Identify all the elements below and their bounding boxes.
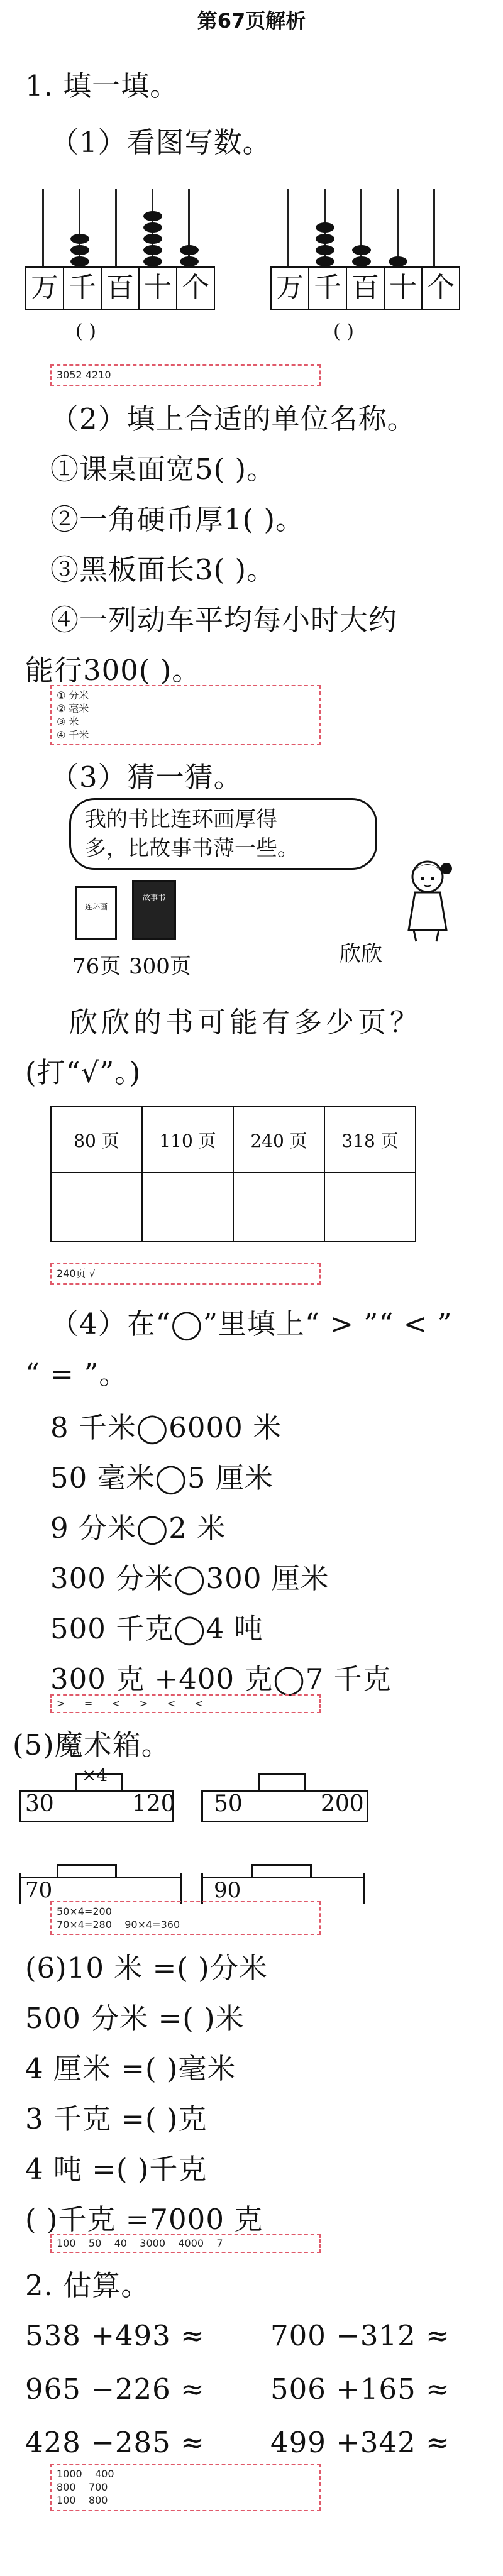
box-input: 90 bbox=[214, 1878, 241, 1903]
answer-text: > = < > < < bbox=[57, 1697, 204, 1709]
answer-text: 100 800 bbox=[57, 2494, 108, 2506]
place-label: 万 bbox=[272, 268, 309, 309]
part-5-label: (5)魔术箱。 bbox=[13, 1728, 170, 1762]
magic-box-3 bbox=[19, 1860, 182, 1904]
answer-text: 70×4=280 90×4=360 bbox=[57, 1919, 180, 1931]
abacus-rod bbox=[79, 189, 80, 267]
book-label: 故事书 bbox=[142, 893, 165, 902]
girl-illustration bbox=[402, 855, 459, 943]
part-4-label: （4）在“◯”里填上“ > ”“ < ” bbox=[50, 1307, 453, 1340]
abacus-rod bbox=[360, 189, 362, 267]
abacus-bead bbox=[316, 234, 334, 244]
guess-instruction: (打“√”。) bbox=[25, 1056, 141, 1089]
option-cell: 240 页 bbox=[233, 1107, 324, 1173]
page-title: 第67页解析 bbox=[197, 9, 306, 33]
abacus-rod bbox=[433, 189, 435, 267]
magic-box-4 bbox=[201, 1860, 365, 1904]
place-label: 个 bbox=[182, 271, 209, 304]
abacus-left bbox=[25, 176, 233, 308]
abacus-bead bbox=[352, 256, 371, 266]
abacus-bead bbox=[143, 234, 162, 244]
abacus-bead bbox=[143, 222, 162, 233]
answer-text: 100 50 40 3000 4000 7 bbox=[57, 2237, 223, 2249]
abacus-bead bbox=[316, 245, 334, 255]
place-label: 个 bbox=[427, 271, 455, 304]
answer-text: ① 分米 bbox=[57, 689, 89, 701]
answer-box bbox=[50, 1263, 321, 1285]
convert-item: ( )千克 =7000 克 bbox=[25, 2203, 263, 2236]
answer-box bbox=[50, 685, 321, 745]
question-1-heading: 1. 填一填。 bbox=[25, 69, 179, 102]
answer-box bbox=[50, 1694, 321, 1713]
estimate-item: 506 +165 ≈ bbox=[270, 2372, 450, 2406]
option-cell: 110 页 bbox=[142, 1107, 233, 1173]
tick-cell[interactable] bbox=[233, 1173, 324, 1242]
answer-blank-left: ( ) bbox=[75, 321, 96, 343]
box-input: 70 bbox=[25, 1878, 53, 1903]
place-label: 百 bbox=[347, 268, 385, 309]
box-input: 30 bbox=[25, 1791, 54, 1817]
abacus-rod bbox=[42, 189, 44, 267]
abacus-bead bbox=[180, 256, 199, 266]
place-label: 千 bbox=[64, 268, 102, 309]
abacus-rod bbox=[287, 189, 289, 267]
place-label: 十 bbox=[385, 268, 423, 309]
question-2-heading: 2. 估算。 bbox=[25, 2269, 150, 2302]
unit-item: ①课桌面宽5( )。 bbox=[50, 452, 276, 486]
abacus-rod bbox=[115, 189, 117, 267]
page-options-table bbox=[50, 1106, 416, 1242]
compare-item: 50 毫米◯5 厘米 bbox=[50, 1461, 274, 1494]
abacus-bead bbox=[70, 256, 89, 266]
option-cell: 318 页 bbox=[324, 1107, 416, 1173]
speech-bubble bbox=[69, 798, 377, 870]
abacus-bead bbox=[143, 256, 162, 266]
magic-box-2 bbox=[201, 1772, 365, 1822]
girl-name: 欣欣 bbox=[340, 941, 382, 967]
compare-item: 300 分米◯300 厘米 bbox=[50, 1562, 329, 1595]
magic-box-1 bbox=[19, 1765, 175, 1822]
abacus-bead bbox=[316, 256, 334, 266]
guess-question: 欣欣的书可能有多少页？ bbox=[69, 1006, 423, 1039]
estimate-item: 538 +493 ≈ bbox=[25, 2319, 205, 2352]
abacus-right bbox=[270, 176, 478, 308]
abacus-bead bbox=[143, 245, 162, 255]
box-input: 50 bbox=[214, 1791, 243, 1817]
place-label: 千 bbox=[309, 268, 347, 309]
box-output: 120 bbox=[132, 1791, 175, 1817]
tick-cell[interactable] bbox=[142, 1173, 233, 1242]
story-pages: 300页 bbox=[129, 954, 191, 979]
unit-item-continuation: 能行300( )。 bbox=[25, 654, 201, 687]
part-3-label: （3）猜一猜。 bbox=[50, 760, 243, 794]
unit-item: ②一角硬币厚1( )。 bbox=[50, 503, 305, 536]
comic-pages: 76页 bbox=[72, 954, 121, 979]
bubble-text: 我的书比连环画厚得 bbox=[85, 807, 277, 832]
estimate-item: 965 −226 ≈ bbox=[25, 2372, 205, 2406]
answer-text: 800 700 bbox=[57, 2481, 108, 2493]
tick-cell[interactable] bbox=[51, 1173, 142, 1242]
estimate-item: 499 +342 ≈ bbox=[270, 2426, 450, 2459]
abacus-rod bbox=[397, 189, 399, 267]
answer-text: ④ 千米 bbox=[57, 729, 89, 741]
convert-item: 4 吨 =( )千克 bbox=[25, 2152, 207, 2186]
convert-item: 500 分米 =( )米 bbox=[25, 2002, 245, 2035]
place-label: 万 bbox=[26, 268, 64, 309]
abacus-rod bbox=[188, 189, 190, 267]
place-label: 十 bbox=[140, 268, 177, 309]
answer-text: ③ 米 bbox=[57, 716, 79, 728]
convert-item: 4 厘米 =( )毫米 bbox=[25, 2052, 236, 2085]
part-4-label-cont: “ = ”。 bbox=[25, 1357, 128, 1391]
unit-item: ④一列动车平均每小时大约 bbox=[50, 603, 398, 637]
part-2-label: （2）填上合适的单位名称。 bbox=[50, 402, 416, 436]
box-output: 200 bbox=[321, 1791, 364, 1817]
convert-item: (6)10 米 =( )分米 bbox=[25, 1951, 268, 1985]
compare-item: 8 千米◯6000 米 bbox=[50, 1411, 282, 1444]
abacus-bead bbox=[143, 211, 162, 221]
part-1-label: （1）看图写数。 bbox=[50, 126, 272, 159]
answer-box bbox=[50, 1901, 321, 1935]
convert-item: 3 千克 =( )克 bbox=[25, 2102, 207, 2135]
abacus-bead bbox=[352, 245, 371, 255]
answer-text: ② 毫米 bbox=[57, 703, 89, 715]
place-value-row bbox=[25, 266, 215, 310]
estimate-item: 700 −312 ≈ bbox=[270, 2319, 450, 2352]
answer-box bbox=[50, 2464, 321, 2511]
book-label: 连环画 bbox=[84, 902, 108, 911]
compare-item: 9 分米◯2 米 bbox=[50, 1511, 226, 1545]
answer-box bbox=[50, 364, 321, 386]
story-book-icon bbox=[132, 880, 176, 940]
abacus-bead bbox=[70, 234, 89, 244]
bubble-text: 多，比故事书薄一些。 bbox=[85, 836, 299, 861]
operation-label: ×4 bbox=[82, 1765, 108, 1785]
comic-book-icon bbox=[75, 886, 117, 940]
abacus-bead bbox=[180, 245, 199, 255]
abacus-bead bbox=[389, 256, 407, 266]
estimate-item: 428 −285 ≈ bbox=[25, 2426, 205, 2459]
answer-box bbox=[50, 2234, 321, 2253]
answer-text: 50×4=200 bbox=[57, 1905, 112, 1917]
answer-text: 3052 4210 bbox=[57, 369, 111, 381]
abacus-bead bbox=[70, 245, 89, 255]
place-label: 百 bbox=[102, 268, 140, 309]
tick-cell[interactable] bbox=[324, 1173, 416, 1242]
answer-text: 1000 400 bbox=[57, 2468, 114, 2480]
compare-item: 500 千克◯4 吨 bbox=[50, 1612, 263, 1645]
answer-text: 240页 √ bbox=[57, 1268, 96, 1280]
abacus-bead bbox=[316, 222, 334, 233]
place-value-row bbox=[270, 266, 460, 310]
compare-item: 300 克 +400 克◯7 千克 bbox=[50, 1662, 392, 1696]
answer-blank-right: ( ) bbox=[333, 321, 354, 343]
box-lid bbox=[258, 1773, 306, 1792]
option-cell: 80 页 bbox=[51, 1107, 142, 1173]
unit-item: ③黑板面长3( )。 bbox=[50, 553, 276, 586]
